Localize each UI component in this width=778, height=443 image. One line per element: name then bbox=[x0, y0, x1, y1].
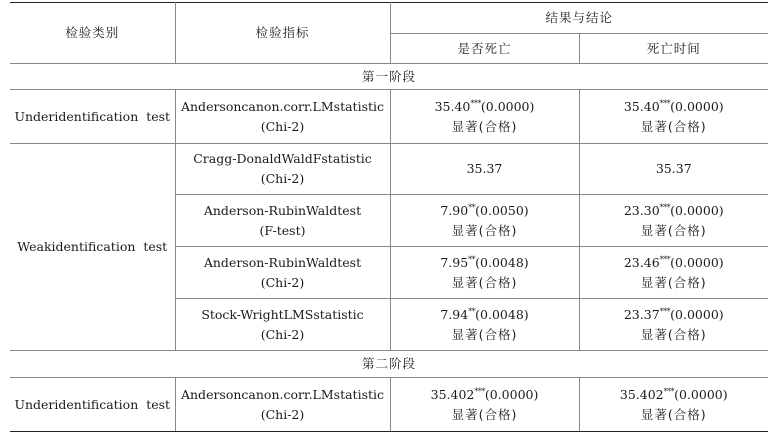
identification-test-table bbox=[10, 2, 768, 432]
header-category: 检验类别 bbox=[10, 3, 175, 64]
indicator-name: Stock-WrightLMSstatistic bbox=[201, 306, 364, 322]
stage-second-label: 第二阶段 bbox=[10, 351, 768, 378]
indicator-name: Andersoncanon.corr.LMstatistic bbox=[180, 98, 385, 114]
p-value: (0.0000) bbox=[670, 98, 724, 114]
indicator-sub: (Chi-2) bbox=[260, 171, 305, 186]
p-value: (0.0000) bbox=[480, 98, 535, 114]
indicator-cell bbox=[175, 378, 390, 432]
result-verdict: 显著(合格) bbox=[640, 222, 707, 238]
result-verdict: 显著(合格) bbox=[640, 326, 707, 342]
indicator-cell bbox=[175, 247, 390, 299]
p-value: (0.0000) bbox=[484, 386, 539, 402]
significance-stars: *** bbox=[663, 386, 675, 396]
stage-first-label: 第一阶段 bbox=[10, 64, 768, 90]
significance-stars: *** bbox=[659, 254, 671, 264]
indicator-sub: (Chi-2) bbox=[260, 326, 305, 342]
result-cell-death-time bbox=[579, 90, 768, 144]
significance-stars: *** bbox=[474, 386, 485, 396]
stat-value: 35.402 bbox=[430, 386, 475, 402]
indicator-sub: (Chi-2) bbox=[260, 274, 305, 290]
result-cell-death bbox=[390, 378, 579, 432]
indicator-name: Cragg-DonaldWaldFstatistic bbox=[193, 151, 372, 166]
indicator-cell bbox=[175, 299, 390, 351]
p-value: (0.0048) bbox=[475, 254, 529, 270]
header-results-group: 结果与结论 bbox=[390, 3, 768, 34]
p-value: (0.0000) bbox=[670, 202, 724, 218]
stat-value: 35.37 bbox=[655, 161, 692, 176]
category-cell: Weakidentification test bbox=[10, 144, 175, 351]
result-verdict: 显著(合格) bbox=[451, 118, 518, 134]
header-death-time: 死亡时间 bbox=[579, 34, 768, 64]
p-value: (0.0050) bbox=[475, 202, 529, 218]
category-cell: Underidentification test bbox=[10, 90, 175, 144]
significance-stars: ** bbox=[468, 306, 476, 316]
p-value: (0.0048) bbox=[475, 306, 529, 322]
significance-stars: *** bbox=[659, 306, 671, 316]
significance-stars: ** bbox=[468, 202, 476, 212]
result-verdict: 显著(合格) bbox=[451, 326, 518, 342]
header-death: 是否死亡 bbox=[390, 34, 579, 64]
stat-value: 23.46 bbox=[623, 254, 660, 270]
result-verdict: 显著(合格) bbox=[451, 222, 518, 238]
indicator-cell bbox=[175, 195, 390, 247]
significance-stars: *** bbox=[659, 98, 671, 108]
result-verdict: 显著(合格) bbox=[640, 406, 707, 422]
result-cell-death bbox=[390, 247, 579, 299]
result-cell-death bbox=[390, 144, 579, 195]
result-cell-death bbox=[390, 195, 579, 247]
result-cell-death-time bbox=[579, 195, 768, 247]
p-value: (0.0000) bbox=[670, 306, 724, 322]
indicator-sub: (F-test) bbox=[259, 222, 306, 238]
indicator-name: Andersoncanon.corr.LMstatistic bbox=[180, 386, 385, 402]
p-value: (0.0000) bbox=[670, 254, 724, 270]
result-cell-death-time bbox=[579, 247, 768, 299]
result-cell-death bbox=[390, 90, 579, 144]
result-cell-death-time bbox=[579, 144, 768, 195]
result-cell-death bbox=[390, 299, 579, 351]
result-verdict: 显著(合格) bbox=[451, 406, 518, 422]
result-verdict: 显著(合格) bbox=[640, 274, 707, 290]
stat-value: 35.37 bbox=[466, 161, 503, 176]
stat-value: 35.40 bbox=[623, 98, 660, 114]
stat-value: 7.90 bbox=[440, 202, 469, 218]
stat-value: 7.95 bbox=[440, 254, 469, 270]
stat-value: 23.37 bbox=[623, 306, 660, 322]
indicator-cell bbox=[175, 144, 390, 195]
stat-value: 7.94 bbox=[440, 306, 469, 322]
result-cell-death-time bbox=[579, 378, 768, 432]
stat-value: 23.30 bbox=[623, 202, 660, 218]
indicator-name: Anderson-RubinWaldtest bbox=[203, 202, 362, 218]
stat-value: 35.40 bbox=[434, 98, 471, 114]
indicator-name: Anderson-RubinWaldtest bbox=[203, 254, 362, 270]
result-verdict: 显著(合格) bbox=[640, 118, 707, 134]
indicator-sub: (Chi-2) bbox=[260, 406, 305, 422]
significance-stars: *** bbox=[659, 202, 671, 212]
category-cell: Underidentification test bbox=[10, 378, 175, 432]
header-indicator: 检验指标 bbox=[175, 3, 390, 64]
indicator-sub: (Chi-2) bbox=[260, 118, 305, 134]
result-verdict: 显著(合格) bbox=[451, 274, 518, 290]
significance-stars: ** bbox=[468, 254, 476, 264]
significance-stars: *** bbox=[470, 98, 481, 108]
indicator-cell bbox=[175, 90, 390, 144]
p-value: (0.0000) bbox=[674, 386, 728, 402]
result-cell-death-time bbox=[579, 299, 768, 351]
stat-value: 35.402 bbox=[619, 386, 664, 402]
